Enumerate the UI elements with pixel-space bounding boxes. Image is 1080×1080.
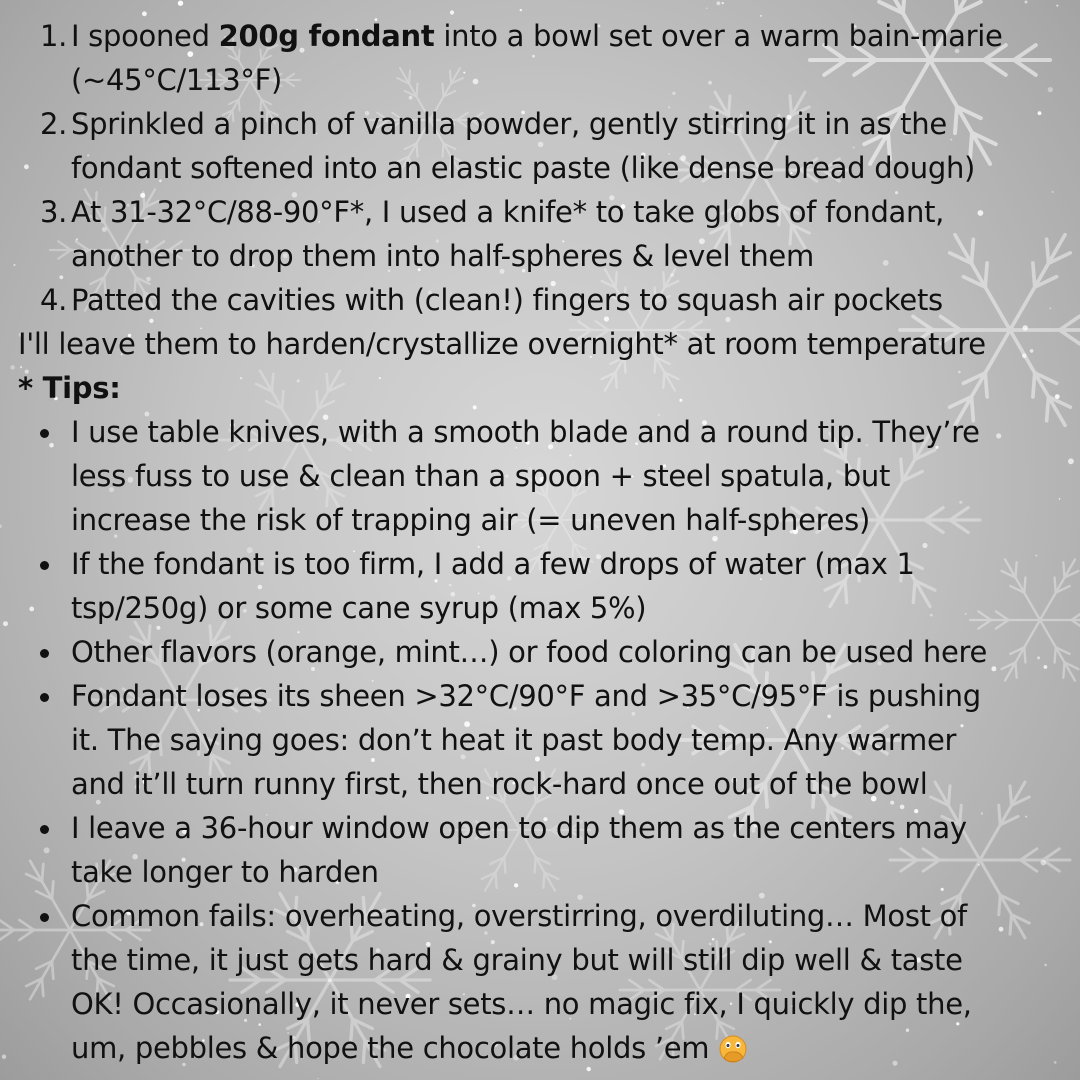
- snow-dot: [1025, 1, 1028, 4]
- tip-line: less fuss to use & clean than a spoon + steel spatula, but: [71, 459, 891, 493]
- snow-dot: [0, 524, 2, 528]
- snow-dot: [717, 1, 721, 5]
- step-line: Patted the cavities with (clean!) fingers to squash air pockets: [71, 283, 943, 317]
- snow-dot: [722, 2, 724, 4]
- tip-item: [18, 630, 1068, 674]
- tip-line: and it’ll turn runny first, then rock-hard once out of the bowl: [71, 767, 928, 801]
- steps-list: [18, 14, 1068, 322]
- tip-item: [18, 806, 1068, 894]
- snow-dot: [706, 8, 708, 10]
- snow-dot: [178, 1, 183, 6]
- tip-line: Other flavors (orange, mint…) or food coloring can be used here: [71, 635, 988, 669]
- step-line: fondant softened into an elastic paste (like dense bread dough): [71, 151, 976, 185]
- tips-heading: * Tips:: [18, 371, 121, 405]
- snow-dot: [1068, 458, 1074, 464]
- snow-dot: [317, 1078, 319, 1080]
- step-number: 1.: [40, 19, 68, 53]
- bullet-icon: [40, 913, 49, 922]
- bullet-icon: [40, 561, 49, 570]
- tip-line-text: um, pebbles & hope the chocolate holds ’em: [71, 1031, 710, 1065]
- step-line: Sprinkled a pinch of vanilla powder, gently stirring it in as the: [71, 107, 947, 141]
- closing-line: I'll leave them to harden/crystallize overnight* at room temperature: [18, 327, 986, 361]
- bullet-icon: [40, 649, 49, 658]
- snow-dot: [3, 621, 8, 626]
- step-number: 3.: [40, 195, 68, 229]
- snow-dot: [520, 9, 522, 11]
- step-3: [18, 190, 1068, 278]
- tip-line: Fondant loses its sheen >32°C/90°F and >35°C/95°F is pushing: [71, 679, 981, 713]
- tip-item: [18, 410, 1068, 542]
- tip-line: take longer to harden: [71, 855, 379, 889]
- tip-line: it. The saying goes: don’t heat it past body temp. Any warmer: [71, 723, 957, 757]
- tip-line: I use table knives, with a smooth blade and a round tip. They’re: [71, 415, 980, 449]
- step-number: 2.: [40, 107, 68, 141]
- snow-dot: [1056, 5, 1058, 7]
- step-line: At 31-32°C/88-90°F*, I used a knife* to take globs of fondant,: [71, 195, 945, 229]
- tip-line: OK! Occasionally, it never sets… no magic fix, I quickly dip the,: [71, 987, 972, 1021]
- tip-line: increase the risk of trapping air (= uneven half-spheres): [71, 503, 870, 537]
- tip-item: [18, 894, 1068, 1070]
- tips-list: [18, 410, 1068, 1070]
- tip-line: Common fails: overheating, overstirring, overdiluting… Most of: [71, 899, 967, 933]
- snow-dot: [13, 264, 15, 266]
- bullet-icon: [40, 693, 49, 702]
- tip-item: [18, 542, 1068, 630]
- bullet-icon: [40, 825, 49, 834]
- step-line: (~45°C/113°F): [71, 63, 282, 97]
- step-line: I spooned 200g fondant into a bowl set over a warm bain-marie: [71, 19, 1003, 53]
- step-number: 4.: [40, 283, 68, 317]
- bullet-icon: [40, 429, 49, 438]
- snow-dot: [2, 1055, 6, 1059]
- highlighted-quantity: 200g fondant: [218, 19, 435, 53]
- recipe-text: [18, 14, 1068, 1070]
- step-2: [18, 102, 1068, 190]
- tip-line: tsp/250g) or some cane syrup (max 5%): [71, 591, 647, 625]
- tip-item: [18, 674, 1068, 806]
- tip-line-last: [71, 1026, 1068, 1070]
- step-1: [18, 14, 1068, 102]
- snow-dot: [10, 365, 15, 370]
- hand-over-mouth-emoji-icon: [718, 1034, 748, 1064]
- tip-line: If the fondant is too firm, I add a few drops of water (max 1: [71, 547, 915, 581]
- tip-line: I leave a 36-hour window open to dip them as the centers may: [71, 811, 967, 845]
- step-4: [18, 278, 1068, 322]
- step-line: another to drop them into half-spheres & level them: [71, 239, 814, 273]
- tip-line: the time, it just gets hard & grainy but will still dip well & taste: [71, 943, 963, 977]
